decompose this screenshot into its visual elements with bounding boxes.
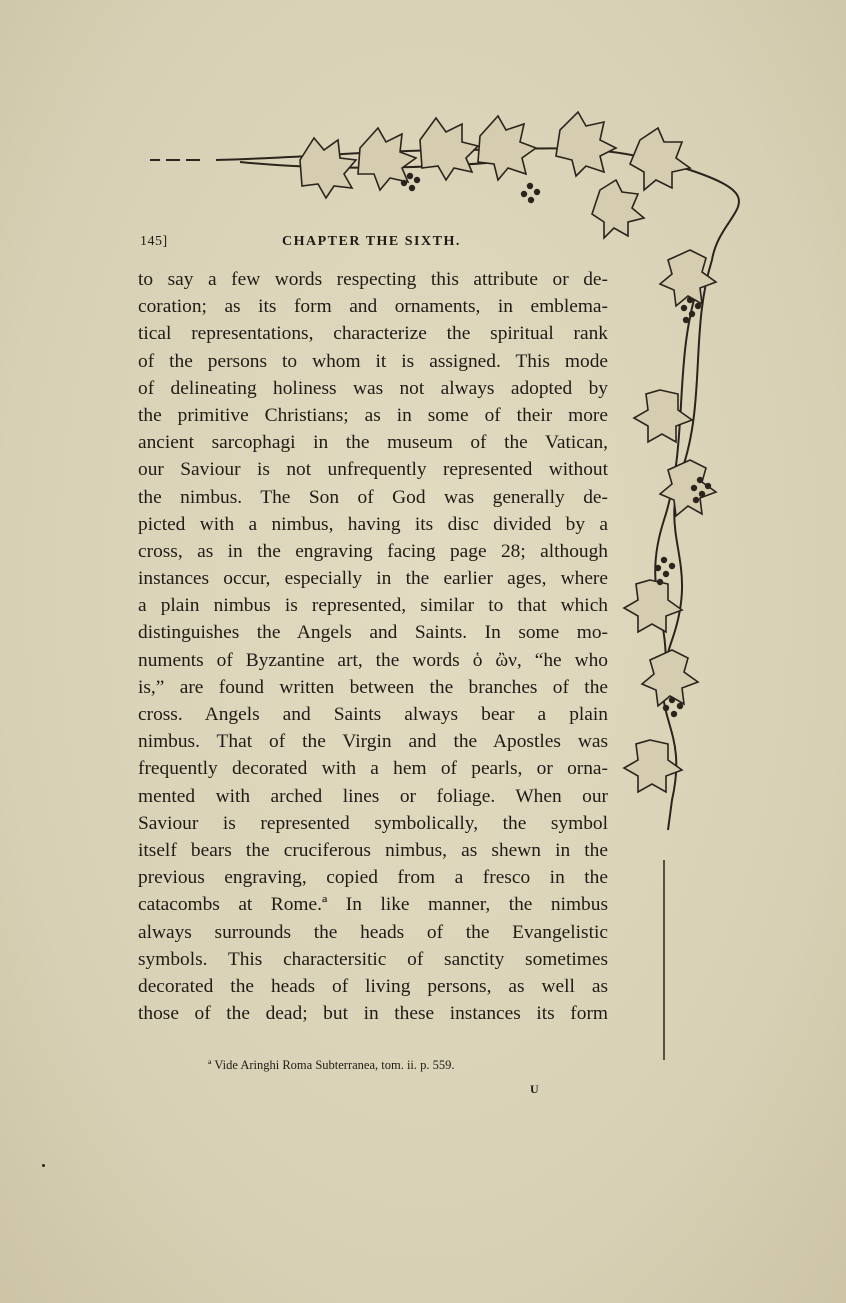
page-number: 145]: [140, 234, 168, 249]
text-line: instances occur, especially in the earlier ages, where: [138, 568, 608, 590]
text-line: to say a few words respecting this attribute or de-: [138, 269, 608, 290]
text-line: cross, as in the engraving facing page 28; although: [138, 540, 608, 562]
text-line: frequently decorated with a hem of pearls, or orna-: [138, 758, 608, 780]
running-header: [140, 234, 610, 254]
text-line: ancient sarcophagi in the museum of the Vatican,: [138, 432, 608, 454]
text-line: the nimbus. The Son of God was generally de-: [138, 486, 608, 508]
text-line: those of the dead; but in these instances its form: [138, 1003, 608, 1025]
text-line: distinguishes the Angels and Saints. In some mo-: [138, 622, 608, 644]
text-line: a plain nimbus is represented, similar to that which: [138, 595, 608, 617]
signature-mark: U: [530, 1082, 539, 1096]
text-line: cross. Angels and Saints always bear a plain: [138, 704, 608, 725]
text-line: mented with arched lines or foliage. When our: [138, 785, 608, 807]
text-line: picted with a nimbus, having its disc divided by a: [138, 513, 608, 535]
text-line: always surrounds the heads of the Evangelistic: [138, 921, 608, 943]
text-line: of delineating holiness was not always adopted by: [138, 377, 608, 399]
text-line: the primitive Christians; as in some of their more: [138, 404, 608, 426]
text-line: is,” are found written between the branches of the: [138, 676, 608, 698]
footnote: ª Vide Aringhi Roma Subterranea, tom. ii. p. 559.: [208, 1058, 455, 1072]
text-line: decorated the heads of living persons, as well as: [138, 975, 608, 997]
text-line: symbols. This charactersitic of sanctity sometimes: [138, 948, 608, 970]
text-line: tical representations, characterize the spiritual rank: [138, 323, 608, 345]
text-line: nimbus. That of the Virgin and the Apostles was: [138, 731, 608, 753]
chapter-title: CHAPTER THE SIXTH.: [282, 234, 461, 249]
text-line: previous engraving, copied from a fresco in the: [138, 867, 608, 889]
text-line: numents of Byzantine art, the words ὁ ὢν, “he who: [138, 649, 608, 671]
text-line: our Saviour is not unfrequently represented without: [138, 459, 608, 481]
text-line: Saviour is represented symbolically, the symbol: [138, 812, 608, 834]
body-text: [138, 266, 608, 1027]
text-line: itself bears the cruciferous nimbus, as shewn in the: [138, 839, 608, 861]
text-line: coration; as its form and ornaments, in emblema-: [138, 296, 608, 318]
text-line: catacombs at Rome.ª In like manner, the nimbus: [138, 894, 608, 916]
paper-speck: [42, 1164, 45, 1167]
text-line: of the persons to whom it is assigned. This mode: [138, 350, 608, 372]
